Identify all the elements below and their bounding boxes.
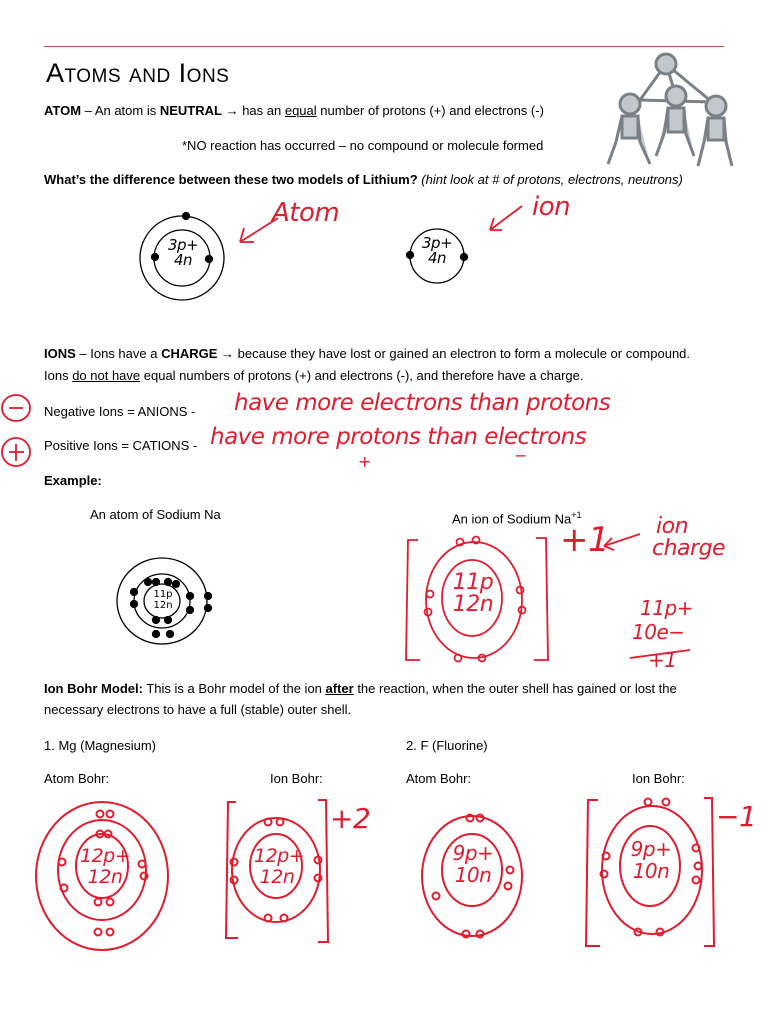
mg-ion-bohr-label: Ion Bohr: (270, 771, 323, 786)
ion-charge-note: ion charge (652, 514, 726, 561)
question-f: 2. F (Fluorine) (406, 738, 488, 753)
f-atom-nucleus: 9p+ 10n (452, 841, 494, 887)
sodium-ion-nucleus: 11p 12n (452, 570, 494, 617)
atom-note: *NO reaction has occurred – no compound or molecule formed (182, 138, 544, 153)
mg-ion-nucleus: 12p+ 12n (254, 845, 305, 888)
mg-ion-charge: +2 (330, 802, 371, 835)
li-atom-nucleus: 3p+ 4n (168, 236, 199, 269)
atom-definition: ATOM – An atom is NEUTRAL → has an equal number of protons (+) and electrons (-) (44, 103, 544, 118)
li-ion-nucleus: 3p+ 4n (422, 234, 453, 267)
mg-atom-bohr-label: Atom Bohr: (44, 771, 110, 786)
f-ion-nucleus: 9p+ 10n (630, 837, 672, 883)
atom-term: ATOM (44, 103, 82, 118)
electrons-minus-mark: − (514, 446, 527, 465)
example-label: Example: (44, 473, 102, 488)
mg-atom-nucleus: 12p+ 12n (80, 845, 131, 888)
f-atom-bohr-label: Atom Bohr: (406, 771, 472, 786)
plus-sign-circle (2, 438, 30, 466)
minus-sign-circle (2, 395, 30, 421)
ion-arrow (490, 206, 522, 230)
cations-answer: have more protons than electrons (210, 424, 587, 450)
anions-answer: have more electrons than protons (234, 390, 611, 416)
sodium-ion-caption: An ion of Sodium $Na^{+1}$ (452, 510, 582, 527)
sodium-atom-nucleus: 11p 12n (153, 589, 173, 611)
ions-definition-line2: Ions do not have equal numbers of protons (+) and electrons (-), and therefore have a charge. (44, 368, 584, 383)
question-mg: 1. Mg (Magnesium) (44, 738, 156, 753)
f-ion-bohr-label: Ion Bohr: (632, 771, 685, 786)
sodium-ion-charge: +1 (560, 520, 610, 560)
ions-definition-line1: IONS – Ions have a CHARGE → because they have lost or gained an electron to form a molecule or compound. (44, 346, 691, 361)
bohr-model-line1: Ion Bohr Model: This is a Bohr model of the ion after the reaction, when the outer shell has gained or lost the (44, 681, 677, 696)
f-ion-charge: −1 (716, 800, 757, 833)
atom-handwritten-label: Atom (272, 198, 340, 228)
page-title: Atoms and Ions (46, 58, 230, 88)
sodium-atom-caption: An atom of Sodium Na (90, 507, 221, 522)
cations-label: Positive Ions = CATIONS - (44, 438, 198, 453)
neutral-term: NEUTRAL (159, 103, 222, 118)
anions-label: Negative Ions = ANIONS - (44, 404, 196, 419)
charge-calculation: 11p+ 10e− +1 (632, 596, 693, 672)
protons-plus-mark: + (358, 452, 371, 471)
lithium-question: What’s the difference between these two models of Lithium? (hint look at # of protons, electrons, neutrons) (44, 172, 683, 187)
ion-charge-arrow (604, 534, 640, 550)
bohr-model-line2: necessary electrons to have a full (stable) outer shell. (44, 702, 352, 717)
ion-handwritten-label: ion (532, 192, 571, 222)
